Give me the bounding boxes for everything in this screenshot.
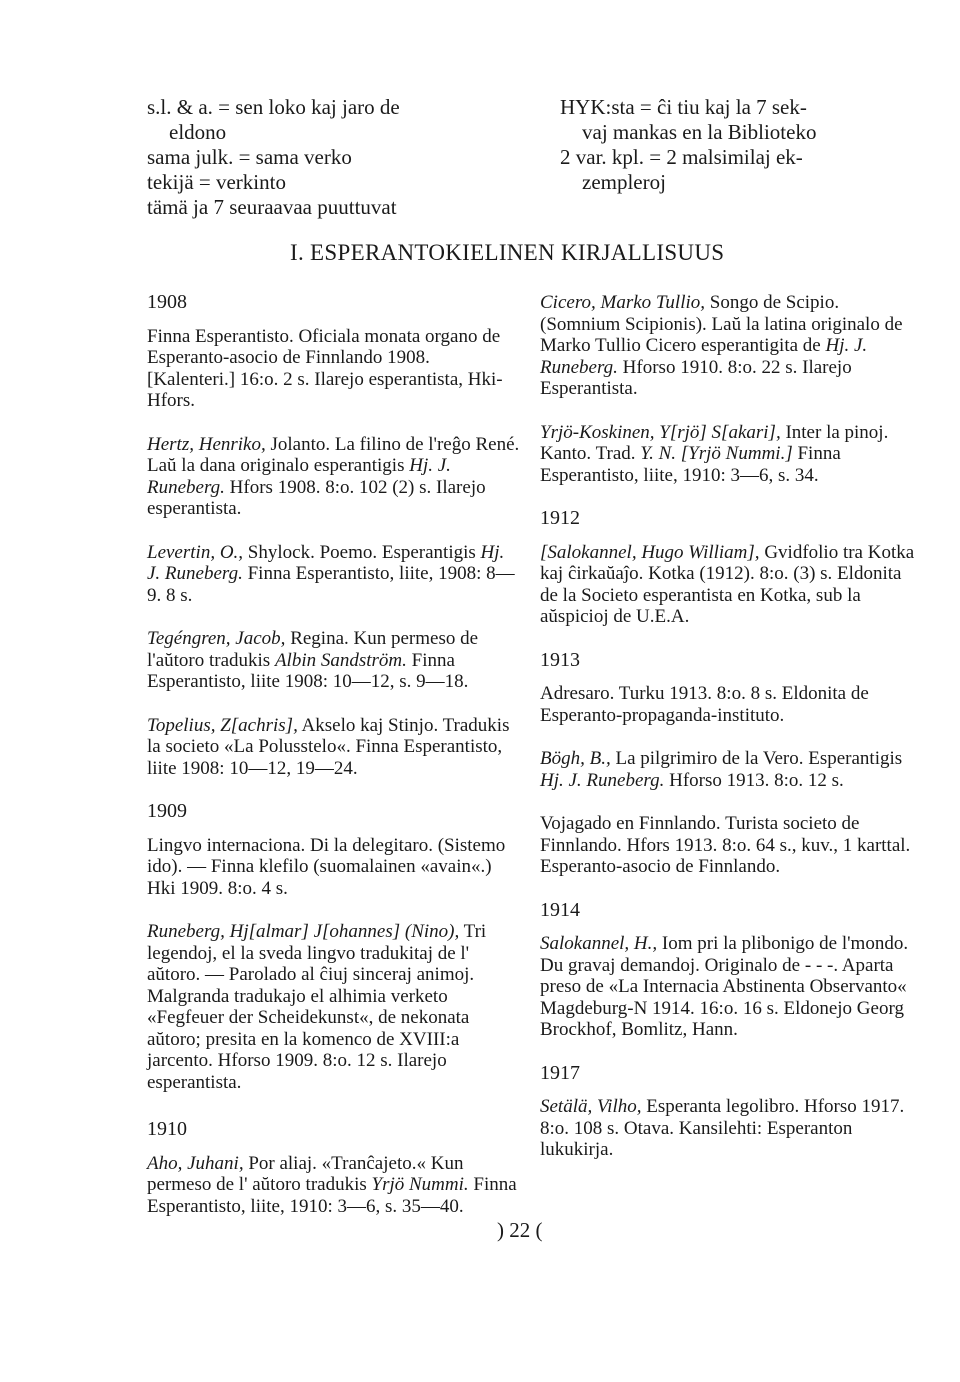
- bibliography-column-left: [147, 292, 522, 1239]
- bibliography-entry: [540, 813, 915, 878]
- entry-text: Esperanta legolibro. Hforso 1917. 8:o. 108 s. Otava. Kansilehti: Esperanton lukukirja.: [540, 1096, 905, 1160]
- bibliography-entry: [540, 422, 915, 487]
- bibliography-entry: [540, 292, 915, 400]
- year-heading-1910: 1910: [147, 1118, 187, 1140]
- entry-author: Cicero, Marko Tullio,: [540, 292, 706, 313]
- section-title: I. ESPERANTOKIELINEN KIRJALLISUUS: [290, 240, 725, 265]
- entry-text: Iom pri la plibonigo de l'mondo. Du gravaj demandoj. Originalo de - - -. Aparta preso de «La Internacia Abstinenta Observanto« Magdeburg-N 1914. 16:o. 16 s. Eldonejo Georg Brockhof, Bomlitz, Hann.: [540, 933, 909, 1040]
- abbreviation-legend-right: [560, 95, 930, 195]
- entry-translator: Hj. J. Runeberg.: [540, 769, 665, 791]
- bibliography-column-right: [540, 292, 915, 1183]
- entry-text: Finna Esperantisto. Oficiala monata organo de Esperanto-asocio de Finnlando 1908. [Kalenteri.] 16:o. 2 s. Ilarejo esperantista, Hki-Hfors.: [147, 325, 503, 411]
- abbreviation-line: zempleroj: [582, 170, 666, 194]
- abbreviation-line: tämä ja 7 seuraavaa puuttuvat: [147, 195, 397, 219]
- bibliography-entry: [147, 835, 522, 900]
- bibliography-entry: [540, 933, 915, 1041]
- entry-text: Gvidfolio tra Kotka kaj ĉirkaŭaĵo. Kotka (1912). 8:o. (3) s. Eldonita de la Societo esperantista en Kotka, sub la aŭspicioj de U.E.A.: [540, 541, 915, 627]
- bibliography-entry: [147, 542, 522, 607]
- page-number: ) 22 (: [497, 1218, 543, 1242]
- abbreviation-line: 2 var. kpl. = 2 malsimilaj ek-: [560, 145, 803, 169]
- entry-translator: Y. N. [Yrjö Nummi.]: [640, 443, 793, 464]
- entry-author: Salokannel, H.,: [540, 933, 658, 954]
- abbreviation-line: HYK:sta = ĉi tiu kaj la 7 sek-: [560, 95, 807, 119]
- entry-translator: Hj. J. Runeberg.: [147, 541, 505, 584]
- entry-author: Yrjö-Koskinen, Y[rjö] S[akari],: [540, 421, 781, 443]
- entry-author: Topelius, Z[achris],: [147, 714, 298, 736]
- bibliography-entry: [147, 921, 522, 1093]
- entry-text: Hforso 1913. 8:o. 12 s.: [664, 769, 844, 791]
- entry-translator: Hj. J. Runeberg.: [540, 335, 868, 378]
- entry-translator: Hj. J. Runeberg.: [147, 455, 451, 498]
- entry-author: [Salokannel, Hugo William],: [540, 541, 760, 563]
- entry-text: Finna Esperantisto, liite, 1910: 3—6, s. 35—40.: [147, 1174, 517, 1217]
- entry-text: Vojagado en Finnlando. Turista societo de Finnlando. Hfors 1913. 8:o. 64 s., kuv., 1 karttal. Esperanto-asocio de Finnlando.: [540, 813, 911, 877]
- bibliography-entry: [147, 434, 522, 520]
- year-heading-1912: 1912: [540, 507, 580, 529]
- entry-author: Levertin, O.,: [147, 541, 244, 563]
- entry-text: Finna Esperantisto, liite 1908: 10—12, s. 9—18.: [147, 649, 469, 692]
- bibliography-entry: [540, 748, 915, 791]
- abbreviation-legend-left: [147, 95, 527, 220]
- bibliography-entry: [147, 628, 522, 693]
- bibliography-entry: [540, 683, 915, 726]
- bibliography-entry: [147, 1153, 522, 1218]
- entry-text: Regina. Kun permeso de l'aŭtoro tradukis: [147, 628, 479, 671]
- bibliography-entry: [147, 715, 522, 780]
- entry-author: Hertz, Henriko,: [147, 433, 266, 455]
- entry-text: Lingvo internaciona. Di la delegitaro. (Sistemo ido). — Finna klefilo (suomalainen «avain«.) Hki 1909. 8:o. 4 s.: [147, 834, 506, 899]
- entry-text: Shylock. Poemo. Esperantigis: [243, 541, 481, 563]
- entry-text: Songo de Scipio. (Somnium Scipionis). Laŭ la latina originalo de Marko Tullio Cicero esperantigita de: [540, 292, 903, 356]
- entry-text: Por aliaj. «Tranĉajeto.« Kun permeso de l' aŭtoro tradukis: [147, 1152, 464, 1195]
- entry-text: Tri legendoj, el la sveda lingvo tradukitaj de l' aŭtoro. — Parolado al ĉiuj sinceraj animoj. Malgranda tradukajo el alhimia verketo «Fegfeuer der Scheidekunst«, de nekonata aŭtoro; presita en la komenco de XVIII:a jarcento. Hforso 1909. 8:o. 12 s. Ilarejo esperantista.: [147, 921, 487, 1093]
- abbreviation-line: sama julk. = sama verko: [147, 145, 352, 169]
- entry-text: Hfors 1908. 8:o. 102 (2) s. Ilarejo esperantista.: [147, 476, 486, 519]
- entry-text: Inter la pinoj. Kanto. Trad.: [540, 421, 889, 464]
- entry-translator: Albin Sandström.: [274, 649, 407, 671]
- abbreviation-line: s.l. & a. = sen loko kaj jaro de: [147, 95, 400, 119]
- entry-text: Finna Esperantisto, liite, 1910: 3—6, s. 34.: [540, 443, 841, 486]
- abbreviation-line: tekijä = verkinto: [147, 170, 286, 194]
- entry-text: La pilgrimiro de la Vero. Esperantigis: [610, 748, 903, 769]
- bibliography-entry: [540, 542, 915, 628]
- entry-author: Tegéngren, Jacob,: [147, 628, 286, 649]
- entry-translator: Yrjö Nummi.: [371, 1174, 469, 1195]
- year-heading-1908: 1908: [147, 291, 187, 313]
- year-heading-1917: 1917: [540, 1061, 580, 1084]
- entry-text: Akselo kaj Stinjo. Tradukis la societo «La Polusstelo«. Finna Esperantisto, liite 1908: 10—12, 19—24.: [147, 714, 510, 779]
- bibliography-entry: [147, 326, 522, 412]
- entry-author: Runeberg, Hj[almar] J[ohannes] (Nino),: [147, 921, 460, 942]
- entry-text: Finna Esperantisto, liite, 1908: 8—9. 8 s.: [147, 563, 515, 606]
- year-heading-1914: 1914: [540, 898, 580, 921]
- entry-text: Adresaro. Turku 1913. 8:o. 8 s. Eldonita de Esperanto-propaganda-instituto.: [540, 683, 869, 726]
- year-heading-1909: 1909: [147, 800, 187, 822]
- abbreviation-line: vaj mankas en la Biblioteko: [582, 120, 817, 144]
- abbreviation-line: eldono: [169, 120, 227, 144]
- bibliography-entry: [540, 1096, 915, 1161]
- entry-author: Bögh, B.,: [540, 748, 611, 769]
- entry-text: Jolanto. La filino de l'reĝo René. Laŭ la dana originalo esperantigis: [147, 433, 520, 476]
- entry-text: Hforso 1910. 8:o. 22 s. Ilarejo Esperantista.: [540, 356, 852, 399]
- entry-author: Setälä, Vilho,: [540, 1096, 642, 1117]
- year-heading-1913: 1913: [540, 648, 580, 671]
- entry-author: Aho, Juhani,: [147, 1152, 244, 1174]
